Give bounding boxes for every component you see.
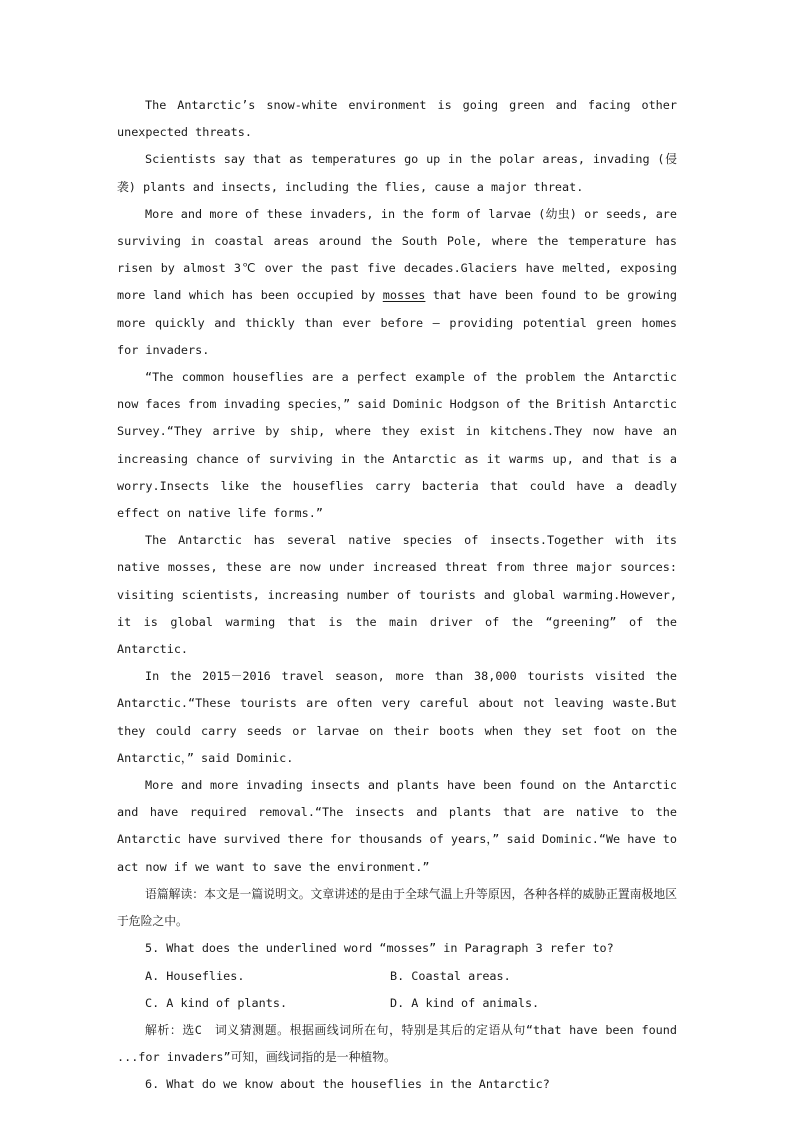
paragraph-3-text-before: More and more of these invaders, in the form of larvae (幼虫) or seeds, are surviving in coastal areas around the South Pole, where the temperature has risen by almost 3℃ over the past five decades.Glaciers have melted, exposing more land which has been occupied by [117, 206, 677, 303]
underlined-word-mosses: mosses [382, 288, 426, 303]
paragraph-6: In the 2015－2016 travel season, more than 38,000 tourists visited the Antarctic.“These tourists are often very careful about not leaving waste.But they could carry seeds or larvae on their boots when they set foot on the Antarctic，” said Dominic. [117, 669, 677, 765]
passage-analysis: 语篇解读：本文是一篇说明文。文章讲述的是由于全球气温上升等原因，各种各样的威胁正置南极地区于危险之中。 [117, 886, 677, 929]
paragraph-5: The Antarctic has several native species of insects.Together with its native mosses, these are now under increased threat from three major sources: visiting scientists, increasing number of tourists and global warming.However, it is global warming that is the main driver of the “greening” of the Antarctic. [117, 533, 677, 657]
option-c: C. A kind of plants. [145, 995, 288, 1010]
option-a: A. Houseflies. [145, 968, 245, 983]
option-b: B. Coastal areas. [390, 968, 511, 983]
paragraph-1: The Antarctic’s snow-white environment is going green and facing other unexpected threats. [117, 98, 677, 140]
paragraph-7: More and more invading insects and plants have been found on the Antarctic and have required removal.“The insects and plants that are native to the Antarctic have survived there for thousands of years，” said Dominic.“We have to act now if we want to save the environment.” [117, 778, 677, 874]
question-5-options-row-1 [117, 963, 677, 990]
question-5-stem: 5. What does the underlined word “mosses” in Paragraph 3 refer to? [145, 941, 614, 956]
paragraph-3-text-after: that have been found to be growing more quickly and thickly than ever before — providing potential green homes for invaders. [117, 288, 677, 357]
paragraph-4: “The common houseflies are a perfect example of the problem the Antarctic now faces from invading species，” said Dominic Hodgson of the British Antarctic Survey.“They arrive by ship, where they exist in kitchens.They now have an increasing chance of surviving in the Antarctic as it warms up, and that is a worry.Insects like the houseflies carry bacteria that could have a deadly effect on native life forms.” [117, 370, 677, 521]
paragraph-2: Scientists say that as temperatures go up in the polar areas, invading (侵袭) plants and insects, including the flies, cause a major threat. [117, 152, 677, 194]
option-d: D. A kind of animals. [390, 995, 540, 1010]
question-5-explanation: 解析：选C 词义猜测题。根据画线词所在句，特别是其后的定语从句“that have been found ...for invaders”可知，画线词指的是一种植物。 [117, 1022, 677, 1065]
question-5-options-row-2 [117, 990, 677, 1017]
question-6-stem: 6. What do we know about the houseflies in the Antarctic? [145, 1077, 550, 1092]
paragraph-3 [117, 201, 677, 364]
document-page [117, 92, 677, 1099]
